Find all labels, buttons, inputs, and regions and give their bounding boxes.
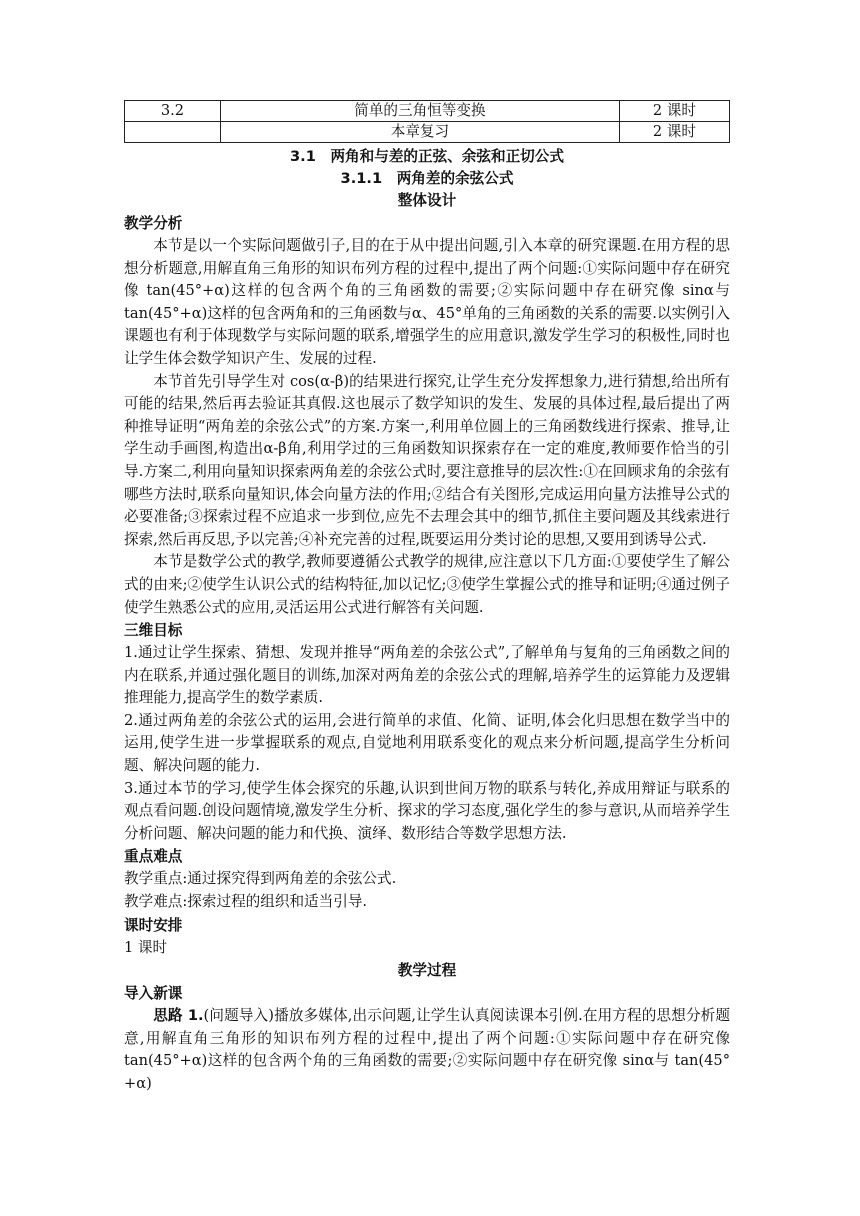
table-row (125, 101, 730, 122)
table-cell-hours: 2 课时 (619, 122, 729, 143)
table-cell-topic: 本章复习 (220, 122, 619, 143)
section-title: 3.1 两角和与差的正弦、余弦和正切公式 (290, 148, 564, 165)
objective-item: 2.通过两角差的余弦公式的运用,会进行简单的求值、化简、证明,体会化归思想在数学当中的运用,使学生进一步掌握联系的观点,自觉地利用联系变化的观点来分析问题,提高学生分析问题、解决问题的能力. (124, 711, 730, 775)
intro-text: (问题导入)播放多媒体,出示问题,让学生认真阅读课本引例.在用方程的思想分析题意,用解直角三角形的知识布列方程的过程中,提出了两个问题:①实际问题中存在研究像 tan(45°+α)这样的包含两个角的三角函数的需要;②实际问题中存在研究像 sinα与 tan(45°+α) (124, 1007, 730, 1092)
objectives-heading: 三维目标 (124, 622, 183, 640)
document-page (124, 100, 730, 1096)
table-cell-section (125, 122, 221, 143)
analysis-paragraph: 本节是数学公式的教学,教师要遵循公式教学的规律,应注意以下几方面:①要使学生了解公式的由来;②使学生认识公式的结构特征,加以记忆;③使学生掌握公式的推导和证明;④通过例子使学生熟悉公式的应用,灵活运用公式进行解答有关问题. (124, 553, 730, 616)
objective-item: 1.通过让学生探索、猜想、发现并推导“两角差的余弦公式”,了解单角与复角的三角函数之间的内在联系,并通过强化题目的训练,加深对两角差的余弦公式的理解,培养学生的运算能力及逻辑推理能力,提高学生的数学素质. (124, 644, 730, 707)
teaching-process-heading: 教学过程 (397, 962, 457, 980)
table-cell-hours: 2 课时 (619, 101, 729, 122)
difficult-point-text: 教学难点:探索过程的组织和适当引导. (124, 893, 368, 911)
table-cell-section: 3.2 (125, 101, 221, 122)
schedule-heading: 课时安排 (124, 916, 183, 934)
key-point-text: 教学重点:通过探究得到两角差的余弦公式. (124, 870, 397, 888)
table-row (125, 122, 730, 143)
objective-item: 3.通过本节的学习,使学生体会探究的乐趣,认识到世间万物的联系与转化,养成用辩证与联系的观点看问题.创设问题情境,激发学生分析、探求的学习态度,强化学生的参与意识,从而培养学生分析问题、解决问题的能力和代换、演绎、数形结合等数学思想方法. (124, 779, 730, 842)
schedule-table (124, 100, 730, 143)
subsection-title: 3.1.1 两角差的余弦公式 (340, 170, 514, 187)
analysis-paragraph: 本节是以一个实际问题做引子,目的在于从中提出问题,引入本章的研究课题.在用方程的思想分析题意,用解直角三角形的知识布列方程的过程中,提出了两个问题:①实际问题中存在研究像 tan(45°+α)这样的包含两个角的三角函数的需要;②实际问题中存在研究像 sinα与 tan(45°+α)这样的包含两角和的三角函数与α、45°单角的三角函数的关系的需要.以实例引入课题也有利于体现数学与实际问题的联系,增强学生的应用意识,激发学生学习的积极性,同时也让学生体会数学知识产生、发展的过程. (124, 237, 730, 367)
analysis-paragraph: 本节首先引导学生对 cos(α-β)的结果进行探究,让学生充分发挥想象力,进行猜想,给出所有可能的结果,然后再去验证其真假.这也展示了数学知识的发生、发展的具体过程,最后提出了两种推导证明“两角差的余弦公式”的方案.方案一,利用单位圆上的三角函数线进行探索、推导,让学生动手画图,构造出α-β角,利用学过的三角函数知识探索存在一定的难度,教师要作恰当的引导.方案二,利用向量知识探索两角差的余弦公式时,要注意推导的层次性:①在回顾求角的余弦有哪些方法时,联系向量知识,体会向量方法的作用;②结合有关图形,完成运用向量方法推导公式的必要准备;③探索过程不应追求一步到位,应先不去理会其中的细节,抓住主要问题及其线索进行探索,然后再反思,予以完善;④补充完善的过程,既要运用分类讨论的思想,又要用到诱导公式. (124, 372, 730, 548)
intro-heading: 导入新课 (124, 985, 183, 1003)
schedule-value: 1 课时 (124, 938, 168, 956)
table-cell-topic: 简单的三角恒等变换 (220, 101, 619, 122)
overall-design-heading: 整体设计 (397, 192, 457, 209)
intro-paragraph (124, 1005, 730, 1095)
intro-lead: 思路 1. (153, 1007, 204, 1025)
key-points-heading: 重点难点 (124, 848, 183, 866)
teaching-analysis-heading: 教学分析 (124, 215, 183, 232)
